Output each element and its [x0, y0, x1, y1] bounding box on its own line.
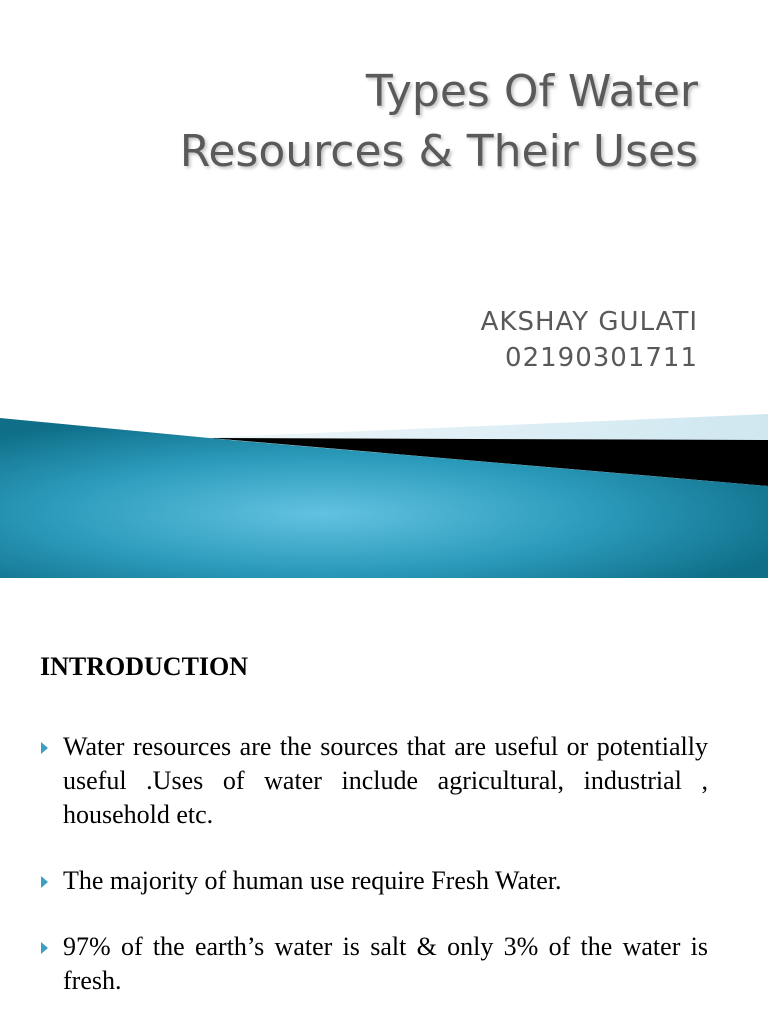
bullet-text: 97% of the earth’s water is salt & only 3% of the water is fresh.	[63, 932, 708, 995]
title-line-2: Resources & Their Uses	[179, 126, 698, 177]
triangle-bullet-icon	[41, 942, 48, 954]
triangle-bullet-icon	[41, 742, 48, 754]
bullet-list	[40, 730, 708, 998]
slide-title	[38, 62, 698, 182]
bullet-text: The majority of human use require Fresh Water.	[63, 866, 562, 895]
list-item	[40, 930, 708, 998]
section-heading: INTRODUCTION	[40, 652, 249, 681]
slide-subtitle	[481, 304, 698, 376]
decorative-wave-banner	[0, 410, 768, 578]
triangle-bullet-icon	[41, 876, 48, 888]
title-line-1: Types Of Water	[365, 66, 698, 117]
author-id: 02190301711	[505, 343, 698, 373]
bullet-text: Water resources are the sources that are useful or potentially useful .Uses of water include agricultural, industrial , household etc.	[63, 732, 708, 829]
light-band-shape	[200, 414, 768, 440]
author-name: AKSHAY GULATI	[480, 307, 698, 337]
introduction-slide	[0, 578, 768, 1024]
list-item	[40, 864, 708, 898]
list-item	[40, 730, 708, 832]
